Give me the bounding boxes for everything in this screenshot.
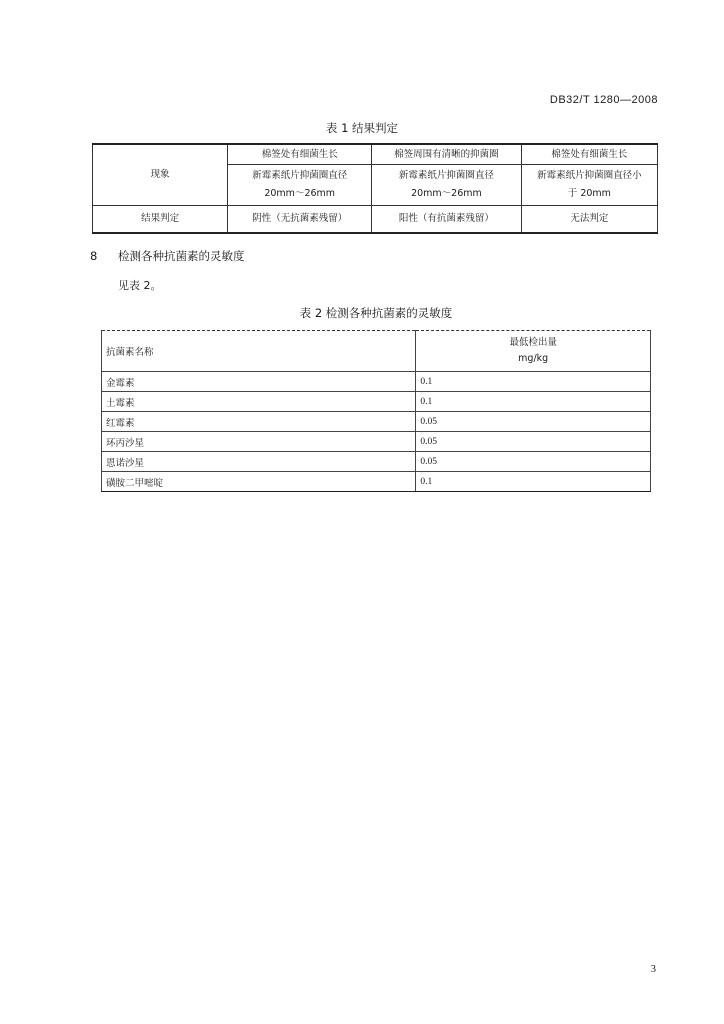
section-number: 8: [90, 249, 98, 263]
phenomenon-label: 现象: [93, 144, 228, 206]
antibiotic-name: 环丙沙星: [102, 432, 416, 452]
table1-head-row: [93, 144, 658, 165]
document-id: DB32/T 1280—2008: [549, 94, 658, 106]
body-line: 20mm～26mm: [264, 188, 336, 199]
table2-head-row: [102, 331, 651, 372]
body-line: 20mm～26mm: [411, 188, 482, 199]
min-detection-value: 0.1: [416, 392, 651, 412]
antibiotic-name: 土霉素: [102, 392, 416, 412]
table1-judgement-row: [93, 206, 658, 234]
section-title-text: 检测各种抗菌素的灵敏度: [118, 249, 245, 263]
min-detection-value: 0.05: [416, 452, 651, 472]
table2-caption: 表 2 检测各种抗菌素的灵敏度: [299, 306, 453, 320]
antibiotic-name: 金霉素: [102, 372, 416, 392]
page-number: 3: [650, 964, 656, 975]
antibiotic-name: 红霉素: [102, 412, 416, 432]
section-heading: [90, 248, 245, 264]
body-line: 新霉素纸片抑菌圈直径: [252, 170, 348, 181]
min-detection-value: 0.05: [416, 432, 651, 452]
antibiotic-name: 磺胺二甲嘧啶: [102, 472, 416, 492]
head-antibiotic-name: 抗菌素名称: [102, 331, 416, 372]
table1-judgement-cell: 阳性（有抗菌素残留）: [372, 206, 522, 234]
head-min-detection-label: 最低检出量: [509, 337, 557, 348]
table1-judgement-cell: 阴性（无抗菌素残留）: [228, 206, 372, 234]
table1-body-cell: [521, 165, 657, 206]
judgement-label: 结果判定: [93, 206, 228, 234]
table1-judgement-cell: 无法判定: [521, 206, 657, 234]
sensitivity-table: [101, 330, 651, 492]
table1-head-cell: 棉签周围有清晰的抑菌圈: [372, 144, 522, 165]
table-row: [102, 472, 651, 492]
section-paragraph: 见表 2。: [118, 279, 162, 292]
min-detection-value: 0.05: [416, 412, 651, 432]
body-line: 新霉素纸片抑菌圈直径小: [537, 170, 642, 181]
table1-head-cell: 棉签处有细菌生长: [228, 144, 372, 165]
body-line: 新霉素纸片抑菌圈直径: [398, 170, 494, 181]
table-row: [102, 432, 651, 452]
table1-caption: 表 1 结果判定: [325, 121, 399, 135]
table-row: [102, 452, 651, 472]
head-min-detection-unit: mg/kg: [518, 353, 549, 364]
body-line: 于 20mm: [567, 188, 611, 199]
table-row: [102, 372, 651, 392]
table1-body-cell: [228, 165, 372, 206]
table-row: [102, 392, 651, 412]
head-min-detection: [416, 331, 651, 372]
table1-head-cell: 棉签处有细菌生长: [521, 144, 657, 165]
result-judgement-table: [92, 143, 658, 234]
table1-body-cell: [372, 165, 522, 206]
table-row: [102, 412, 651, 432]
min-detection-value: 0.1: [416, 372, 651, 392]
min-detection-value: 0.1: [416, 472, 651, 492]
antibiotic-name: 恩诺沙星: [102, 452, 416, 472]
